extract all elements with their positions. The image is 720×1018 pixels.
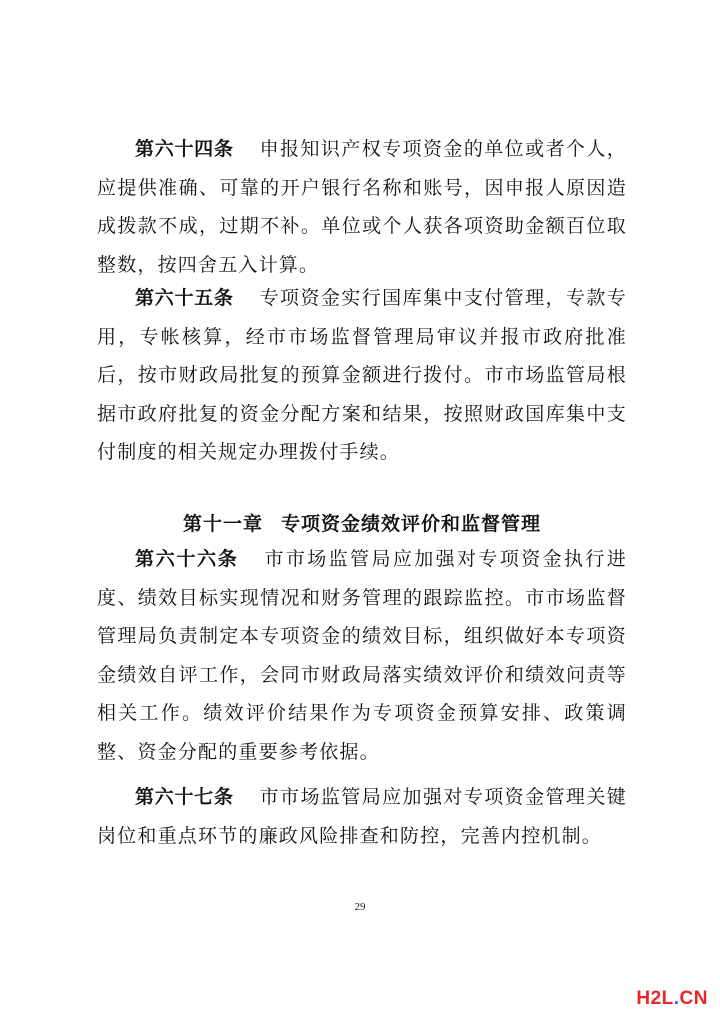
chapter-heading bbox=[97, 505, 627, 543]
watermark-main: H2L bbox=[636, 988, 674, 1009]
article-64-number: 第六十四条 bbox=[135, 138, 234, 160]
article-66-number: 第六十六条 bbox=[135, 548, 239, 570]
article-66-text: 市市场监管局应加强对专项资金执行进度、绩效目标实现情况和财务管理的跟踪监控。市市场监督管理局负责制定本专项资金的绩效目标，组织做好本专项资金绩效自评工作，会同市财政局落实绩效评价和绩效问责等相关工作。绩效评价结果作为专项资金预算安排、政策调整、资金分配的重要参考依据。 bbox=[97, 548, 627, 763]
article-67-number: 第六十七条 bbox=[135, 786, 234, 808]
page-number: 29 bbox=[354, 901, 366, 913]
article-65-text: 专项资金实行国库集中支付管理，专款专用，专帐核算，经市市场监督管理局审议并报市政府批准后，按市财政局批复的预算金额进行拨付。市市场监管局根据市政府批复的资金分配方案和结果，按照财政国库集中支付制度的相关规定办理拨付手续。 bbox=[97, 287, 627, 463]
article-66 bbox=[97, 540, 627, 771]
article-65 bbox=[97, 279, 627, 472]
chapter-number: 第十一章 bbox=[182, 513, 263, 535]
article-67-text: 市市场监管局应加强对专项资金管理关键岗位和重点环节的廉政风险排查和防控，完善内控机制。 bbox=[97, 786, 627, 847]
watermark-logo bbox=[636, 988, 708, 1010]
watermark-dot: . bbox=[673, 988, 680, 1009]
article-67 bbox=[97, 778, 627, 855]
article-64 bbox=[97, 130, 627, 284]
watermark-suffix: CN bbox=[679, 988, 708, 1009]
chapter-title: 专项资金绩效评价和监督管理 bbox=[281, 513, 542, 535]
article-65-number: 第六十五条 bbox=[135, 287, 234, 309]
article-64-text: 申报知识产权专项资金的单位或者个人，应提供准确、可靠的开户银行名称和账号，因申报人原因造成拨款不成，过期不补。单位或个人获各项资助金额百位取整数，按四舍五入计算。 bbox=[97, 138, 627, 276]
